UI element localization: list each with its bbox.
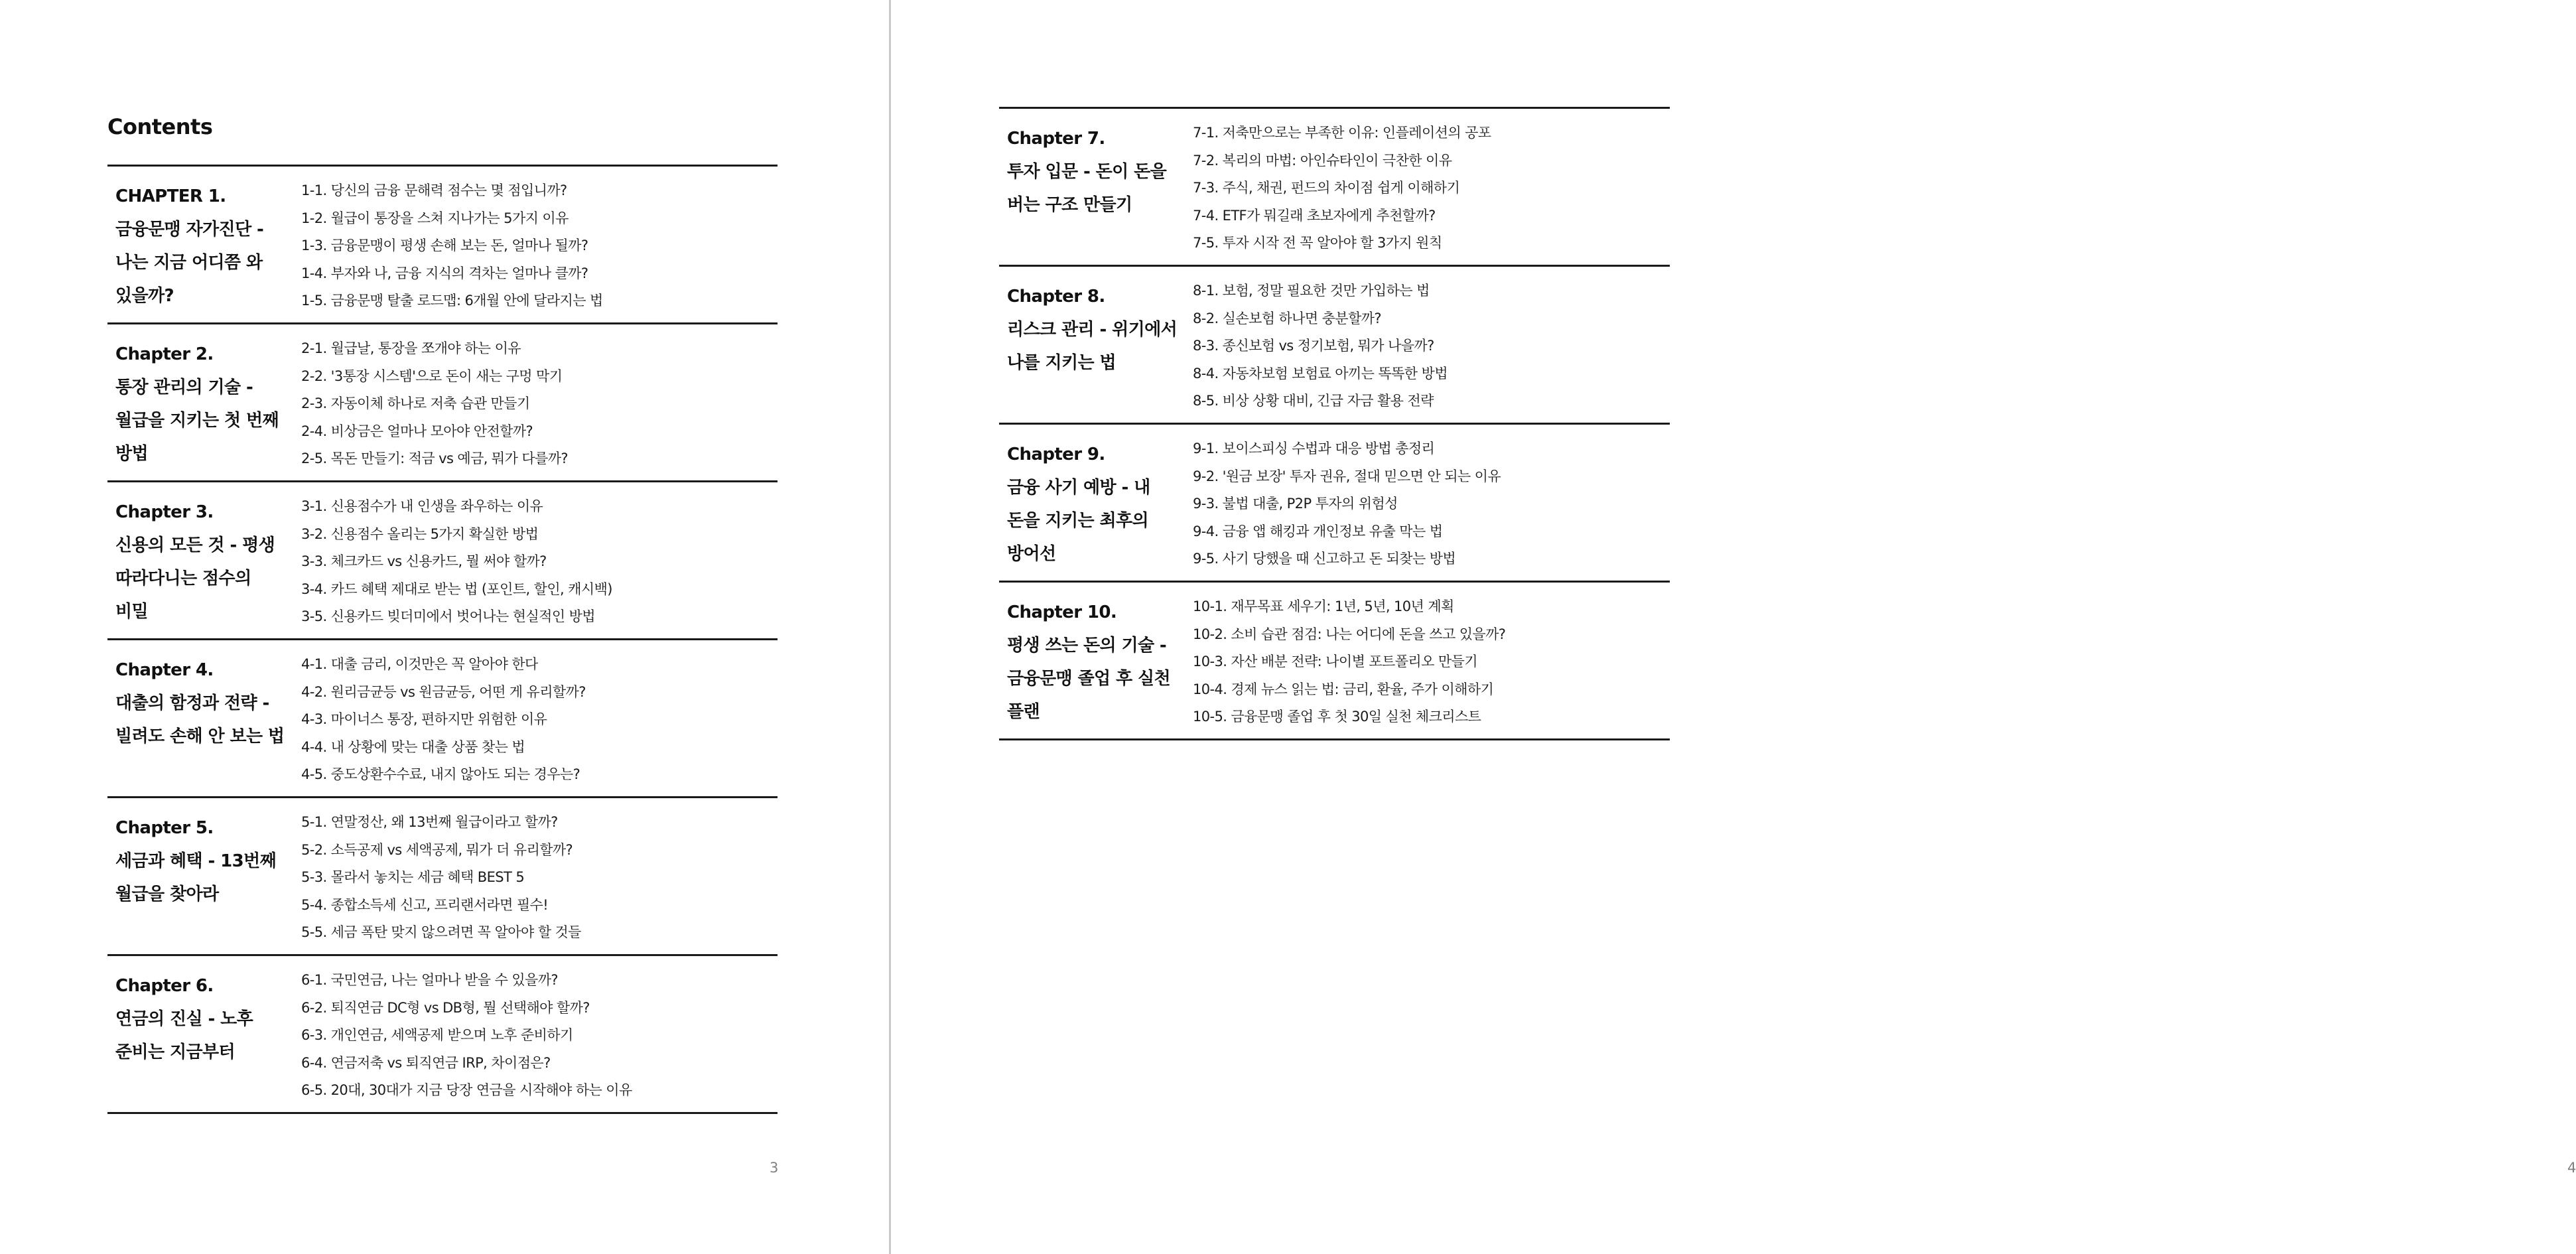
chapter-label: Chapter 6. bbox=[115, 976, 214, 996]
section-item[interactable]: 6-3. 개인연금, 세액공제 받으며 노후 준비하기 bbox=[301, 1027, 573, 1043]
chapter-title-line: 금융문맹 자가진단 - bbox=[115, 220, 264, 240]
section-item[interactable]: 1-3. 금융문맹이 평생 손해 보는 돈, 얼마나 될까? bbox=[301, 238, 588, 253]
section-item[interactable]: 3-5. 신용카드 빚더미에서 벗어나는 현실적인 방법 bbox=[301, 608, 595, 624]
chapter-label: Chapter 9. bbox=[1007, 445, 1105, 464]
section-item[interactable]: 7-1. 저축만으로는 부족한 이유: 인플레이션의 공포 bbox=[1193, 125, 1491, 141]
section-item[interactable]: 8-4. 자동차보험 보험료 아끼는 똑똑한 방법 bbox=[1193, 365, 1448, 382]
section-item[interactable]: 8-5. 비상 상황 대비, 긴급 자금 활용 전략 bbox=[1193, 393, 1434, 409]
section-item[interactable]: 9-5. 사기 당했을 때 신고하고 돈 되찾는 방법 bbox=[1193, 551, 1456, 567]
section-item[interactable]: 2-4. 비상금은 얼마나 모아야 안전할까? bbox=[301, 423, 533, 439]
section-item[interactable]: 8-1. 보험, 정말 필요한 것만 가입하는 법 bbox=[1193, 283, 1430, 299]
section-list bbox=[295, 496, 612, 638]
chapter-title bbox=[107, 969, 295, 1112]
chapter-title-line: 금융문맹 졸업 후 실천 bbox=[1007, 669, 1170, 689]
section-item[interactable]: 4-2. 원리금균등 vs 원금균등, 어떤 게 유리할까? bbox=[301, 683, 586, 700]
section-item[interactable]: 5-5. 세금 폭탄 맞지 않으려면 꼭 알아야 할 것들 bbox=[301, 924, 581, 940]
chapter-title-line: 리스크 관리 - 위기에서 bbox=[1007, 320, 1178, 340]
section-item[interactable]: 7-4. ETF가 뭐길래 초보자에게 추천할까? bbox=[1193, 207, 1436, 224]
section-item[interactable]: 1-2. 월급이 통장을 스쳐 지나가는 5가지 이유 bbox=[301, 210, 569, 226]
section-item[interactable]: 2-3. 자동이체 하나로 저축 습관 만들기 bbox=[301, 395, 530, 411]
section-item[interactable]: 3-2. 신용점수 올리는 5가지 확실한 방법 bbox=[301, 525, 539, 542]
section-list bbox=[295, 969, 632, 1112]
chapter-4[interactable] bbox=[107, 640, 778, 798]
chapter-title-line: 방법 bbox=[115, 444, 149, 464]
chapter-title-line: 월급을 지키는 첫 번째 bbox=[115, 411, 279, 431]
section-list bbox=[295, 338, 568, 480]
section-item[interactable]: 8-3. 종신보험 vs 정기보험, 뭐가 나을까? bbox=[1193, 338, 1434, 354]
chapter-title-line: 월급을 찾아라 bbox=[115, 884, 219, 904]
chapter-title bbox=[107, 338, 295, 480]
section-item[interactable]: 1-5. 금융문맹 탈출 로드맵: 6개월 안에 달라지는 법 bbox=[301, 293, 603, 309]
page-3 bbox=[0, 0, 889, 1254]
section-item[interactable]: 7-2. 복리의 마법: 아인슈타인이 극찬한 이유 bbox=[1193, 152, 1452, 169]
section-item[interactable]: 6-1. 국민연금, 나는 얼마나 받을 수 있을까? bbox=[301, 972, 558, 988]
chapter-8[interactable] bbox=[999, 267, 1670, 425]
section-item[interactable]: 7-3. 주식, 채권, 펀드의 차이점 쉽게 이해하기 bbox=[1193, 180, 1460, 196]
chapter-title-line: 대출의 함정과 전략 - bbox=[115, 693, 269, 713]
chapter-5[interactable] bbox=[107, 798, 778, 956]
chapter-title bbox=[107, 496, 295, 638]
contents-heading: Contents bbox=[107, 114, 213, 139]
section-item[interactable]: 8-2. 실손보험 하나면 충분할까? bbox=[1193, 310, 1381, 326]
section-item[interactable]: 9-3. 불법 대출, P2P 투자의 위험성 bbox=[1193, 496, 1398, 512]
section-list bbox=[1186, 280, 1448, 423]
chapter-title-line: 버는 구조 만들기 bbox=[1007, 195, 1132, 215]
chapter-title bbox=[107, 654, 295, 796]
section-item[interactable]: 5-3. 몰라서 놓치는 세금 혜택 BEST 5 bbox=[301, 869, 525, 885]
chapter-2[interactable] bbox=[107, 324, 778, 482]
section-item[interactable]: 2-5. 목돈 만들기: 적금 vs 예금, 뭐가 다를까? bbox=[301, 451, 568, 466]
chapter-title bbox=[999, 438, 1186, 581]
chapter-title-line: 연금의 진실 - 노후 bbox=[115, 1009, 253, 1029]
chapter-title bbox=[999, 280, 1186, 423]
chapter-title-line: 방어선 bbox=[1007, 544, 1056, 564]
chapter-title-line: 있을까? bbox=[115, 286, 174, 306]
section-item[interactable]: 4-3. 마이너스 통장, 편하지만 위험한 이유 bbox=[301, 711, 547, 727]
page-number: 4 bbox=[2567, 1160, 2576, 1176]
chapter-title-line: 세금과 혜택 - 13번째 bbox=[115, 851, 277, 871]
section-list bbox=[295, 180, 603, 322]
chapter-label: Chapter 8. bbox=[1007, 287, 1105, 307]
chapter-title-line: 통장 관리의 기술 - bbox=[115, 378, 253, 397]
chapter-title bbox=[999, 596, 1186, 738]
section-list bbox=[1186, 122, 1491, 265]
chapter-title-line: 신용의 모든 것 - 평생 bbox=[115, 535, 275, 555]
section-item[interactable]: 3-1. 신용점수가 내 인생을 좌우하는 이유 bbox=[301, 498, 543, 514]
chapter-title-line: 준비는 지금부터 bbox=[115, 1042, 236, 1062]
section-item[interactable]: 10-5. 금융문맹 졸업 후 첫 30일 실천 체크리스트 bbox=[1193, 709, 1481, 725]
toc-left bbox=[107, 165, 778, 1114]
section-item[interactable]: 1-1. 당신의 금융 문해력 점수는 몇 점입니까? bbox=[301, 182, 567, 198]
chapter-title-line: 플랜 bbox=[1007, 702, 1040, 722]
section-item[interactable]: 1-4. 부자와 나, 금융 지식의 격차는 얼마나 클까? bbox=[301, 265, 588, 281]
section-list bbox=[1186, 438, 1501, 581]
chapter-label: Chapter 10. bbox=[1007, 602, 1117, 622]
chapter-title-line: 나는 지금 어디쯤 와 bbox=[115, 253, 263, 273]
section-item[interactable]: 4-5. 중도상환수수료, 내지 않아도 되는 경우는? bbox=[301, 766, 580, 782]
section-item[interactable]: 10-2. 소비 습관 점검: 나는 어디에 돈을 쓰고 있을까? bbox=[1193, 626, 1506, 642]
chapter-label: Chapter 3. bbox=[115, 502, 214, 522]
chapter-title bbox=[107, 180, 295, 322]
section-item[interactable]: 3-3. 체크카드 vs 신용카드, 뭘 써야 할까? bbox=[301, 553, 547, 569]
section-list bbox=[295, 811, 581, 954]
section-item[interactable]: 5-2. 소득공제 vs 세액공제, 뭐가 더 유리할까? bbox=[301, 841, 573, 858]
chapter-label: CHAPTER 1. bbox=[115, 186, 226, 206]
chapter-title-line: 나를 지키는 법 bbox=[1007, 353, 1116, 373]
section-item[interactable]: 2-2. '3통장 시스템'으로 돈이 새는 구멍 막기 bbox=[301, 368, 563, 384]
page-number: 3 bbox=[770, 1160, 779, 1176]
chapter-title-line: 빌려도 손해 안 보는 법 bbox=[115, 727, 285, 746]
section-item[interactable]: 6-2. 퇴직연금 DC형 vs DB형, 뭘 선택해야 할까? bbox=[301, 999, 590, 1016]
chapter-9[interactable] bbox=[999, 425, 1670, 583]
section-item[interactable]: 9-4. 금융 앱 해킹과 개인정보 유출 막는 법 bbox=[1193, 523, 1443, 539]
section-item[interactable]: 9-1. 보이스피싱 수법과 대응 방법 총정리 bbox=[1193, 441, 1435, 456]
chapter-title-line: 투자 입문 - 돈이 돈을 bbox=[1007, 162, 1167, 182]
section-item[interactable]: 2-1. 월급날, 통장을 쪼개야 하는 이유 bbox=[301, 340, 521, 356]
chapter-10[interactable] bbox=[999, 583, 1670, 740]
section-item[interactable]: 10-3. 자산 배분 전략: 나이별 포트폴리오 만들기 bbox=[1193, 654, 1477, 669]
section-item[interactable]: 6-4. 연금저축 vs 퇴직연금 IRP, 차이점은? bbox=[301, 1054, 551, 1071]
page-4 bbox=[891, 0, 2576, 1254]
chapter-label: Chapter 4. bbox=[115, 660, 214, 680]
chapter-title bbox=[107, 811, 295, 954]
section-item[interactable]: 5-4. 종합소득세 신고, 프리랜서라면 필수! bbox=[301, 896, 549, 913]
section-item[interactable]: 9-2. '원금 보장' 투자 권유, 절대 믿으면 안 되는 이유 bbox=[1193, 468, 1501, 484]
section-item[interactable]: 4-1. 대출 금리, 이것만은 꼭 알아야 한다 bbox=[301, 656, 538, 672]
section-item[interactable]: 3-4. 카드 혜택 제대로 받는 법 (포인트, 할인, 캐시백) bbox=[301, 581, 612, 597]
section-item[interactable]: 10-1. 재무목표 세우기: 1년, 5년, 10년 계획 bbox=[1193, 598, 1454, 614]
chapter-title-line: 비밀 bbox=[115, 602, 149, 622]
chapter-label: Chapter 7. bbox=[1007, 129, 1105, 149]
chapter-label: Chapter 5. bbox=[115, 818, 214, 838]
section-item[interactable]: 4-4. 내 상황에 맞는 대출 상품 찾는 법 bbox=[301, 738, 525, 755]
chapter-1[interactable] bbox=[107, 167, 778, 324]
chapter-7[interactable] bbox=[999, 109, 1670, 267]
section-item[interactable]: 5-1. 연말정산, 왜 13번째 월급이라고 할까? bbox=[301, 814, 558, 830]
section-item[interactable]: 7-5. 투자 시작 전 꼭 알아야 할 3가지 원칙 bbox=[1193, 235, 1442, 251]
chapter-title-line: 따라다니는 점수의 bbox=[115, 569, 251, 589]
chapter-6[interactable] bbox=[107, 956, 778, 1114]
toc-right bbox=[999, 107, 1670, 740]
section-item[interactable]: 10-4. 경제 뉴스 읽는 법: 금리, 환율, 주가 이해하기 bbox=[1193, 681, 1494, 697]
chapter-title bbox=[999, 122, 1186, 265]
section-list bbox=[295, 654, 586, 796]
chapter-title-line: 평생 쓰는 돈의 기술 - bbox=[1007, 636, 1167, 656]
chapter-title-line: 금융 사기 예방 - 내 bbox=[1007, 478, 1150, 498]
chapter-title-line: 돈을 지키는 최후의 bbox=[1007, 511, 1149, 531]
section-item[interactable]: 6-5. 20대, 30대가 지금 당장 연금을 시작해야 하는 이유 bbox=[301, 1082, 632, 1098]
chapter-3[interactable] bbox=[107, 482, 778, 640]
chapter-label: Chapter 2. bbox=[115, 344, 214, 364]
section-list bbox=[1186, 596, 1505, 738]
